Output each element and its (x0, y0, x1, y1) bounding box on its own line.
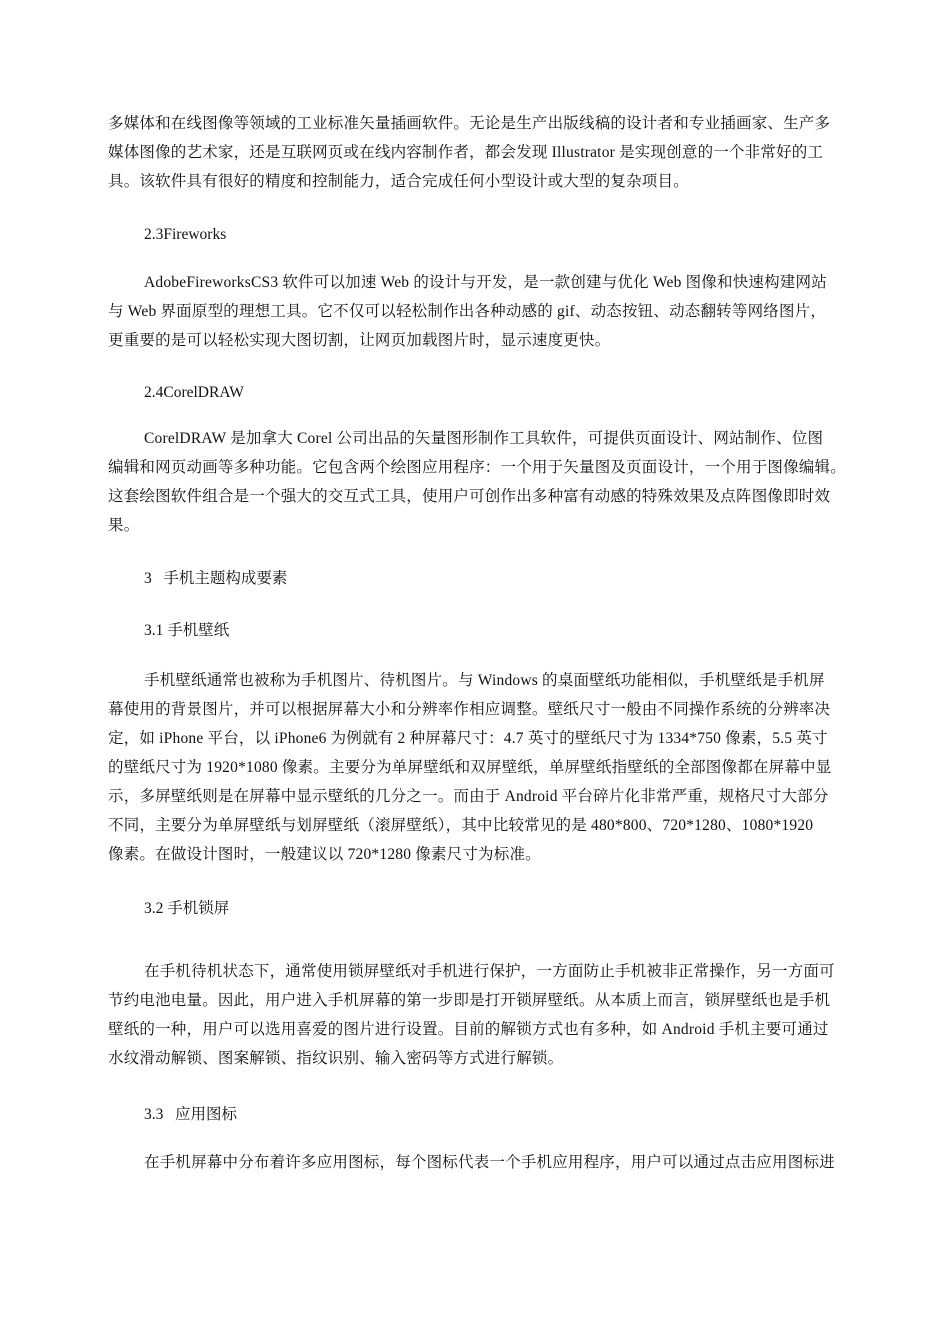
paragraph-line: 壁纸的一种，用户可以选用喜爱的图片进行设置。目前的解锁方式也有多种，如 Android 手机主要可通过 (108, 1021, 829, 1038)
paragraph-illustrator-continued (108, 109, 844, 196)
paragraph-line: AdobeFireworksCS3 软件可以加速 Web 的设计与开发，是一款创建与优化 Web 图像和快速构建网站 (144, 274, 827, 291)
paragraph-lockscreen (108, 957, 844, 1073)
paragraph-line: 手机壁纸通常也被称为手机图片、待机图片。与 Windows 的桌面壁纸功能相似，手机壁纸是手机屏 (144, 672, 825, 689)
paragraph-line: 在手机待机状态下，通常使用锁屏壁纸对手机进行保护，一方面防止手机被非正常操作，另一方面可 (144, 963, 835, 980)
paragraph-line: 像素。在做设计图时，一般建议以 720*1280 像素尺寸为标准。 (108, 846, 541, 863)
paragraph-line: 具。该软件具有很好的精度和控制能力，适合完成任何小型设计或大型的复杂项目。 (108, 173, 689, 190)
paragraph-line: 这套绘图软件组合是一个强大的交互式工具，使用户可创作出多种富有动感的特殊效果及点阵图像即时效 (108, 488, 831, 505)
paragraph-app-icons (108, 1148, 844, 1177)
section-heading-3: 3 手机主题构成要素 (144, 570, 288, 587)
section-heading-3-2: 3.2 手机锁屏 (144, 900, 230, 917)
section-heading-2-4: 2.4CorelDRAW (144, 384, 244, 401)
paragraph-line: CorelDRAW 是加拿大 Corel 公司出品的矢量图形制作工具软件，可提供页面设计、网站制作、位图 (144, 430, 824, 447)
paragraph-line: 水纹滑动解锁、图案解锁、指纹识别、输入密码等方式进行解锁。 (108, 1050, 564, 1067)
paragraph-coreldraw (108, 424, 844, 540)
section-heading-2-3: 2.3Fireworks (144, 226, 227, 243)
paragraph-line: 媒体图像的艺术家，还是互联网页或在线内容制作者，都会发现 Illustrator 是实现创意的一个非常好的工 (108, 144, 824, 161)
paragraph-line: 更重要的是可以轻松实现大图切割，让网页加载图片时，显示速度更快。 (108, 332, 611, 349)
paragraph-line: 果。 (108, 517, 140, 534)
paragraph-line: 多媒体和在线图像等领域的工业标准矢量插画软件。无论是生产出版线稿的设计者和专业插画家、生产多 (108, 115, 831, 132)
paragraph-wallpaper (108, 666, 844, 869)
section-heading-3-1: 3.1 手机壁纸 (144, 622, 230, 639)
section-heading-3-3: 3.3 应用图标 (144, 1106, 238, 1123)
paragraph-line: 的壁纸尺寸为 1920*1080 像素。主要分为单屏壁纸和双屏壁纸，单屏壁纸指壁纸的全部图像都在屏幕中显 (108, 759, 832, 776)
paragraph-line: 不同，主要分为单屏壁纸与划屏壁纸（滚屏壁纸），其中比较常见的是 480*800、720*1280、1080*1920 (108, 817, 814, 834)
paragraph-fireworks (108, 268, 844, 355)
paragraph-line: 幕使用的背景图片，并可以根据屏幕大小和分辨率作相应调整。壁纸尺寸一般由不同操作系统的分辨率决 (108, 701, 831, 718)
paragraph-line: 与 Web 界面原型的理想工具。它不仅可以轻松制作出各种动感的 gif、动态按钮、动态翻转等网络图片， (108, 303, 827, 320)
paragraph-line: 示，多屏壁纸则是在屏幕中显示壁纸的几分之一。而由于 Android 平台碎片化非常严重，规格尺寸大部分 (108, 788, 829, 805)
paragraph-line: 定，如 iPhone 平台，以 iPhone6 为例就有 2 种屏幕尺寸：4.7 英寸的壁纸尺寸为 1334*750 像素，5.5 英寸 (108, 730, 828, 747)
paragraph-line: 节约电池电量。因此，用户进入手机屏幕的第一步即是打开锁屏壁纸。从本质上而言，锁屏壁纸也是手机 (108, 992, 831, 1009)
paragraph-line: 编辑和网页动画等多种功能。它包含两个绘图应用程序：一个用于矢量图及页面设计，一个用于图像编辑。 (108, 459, 846, 476)
paragraph-line: 在手机屏幕中分布着许多应用图标，每个图标代表一个手机应用程序，用户可以通过点击应用图标进 (144, 1154, 835, 1171)
